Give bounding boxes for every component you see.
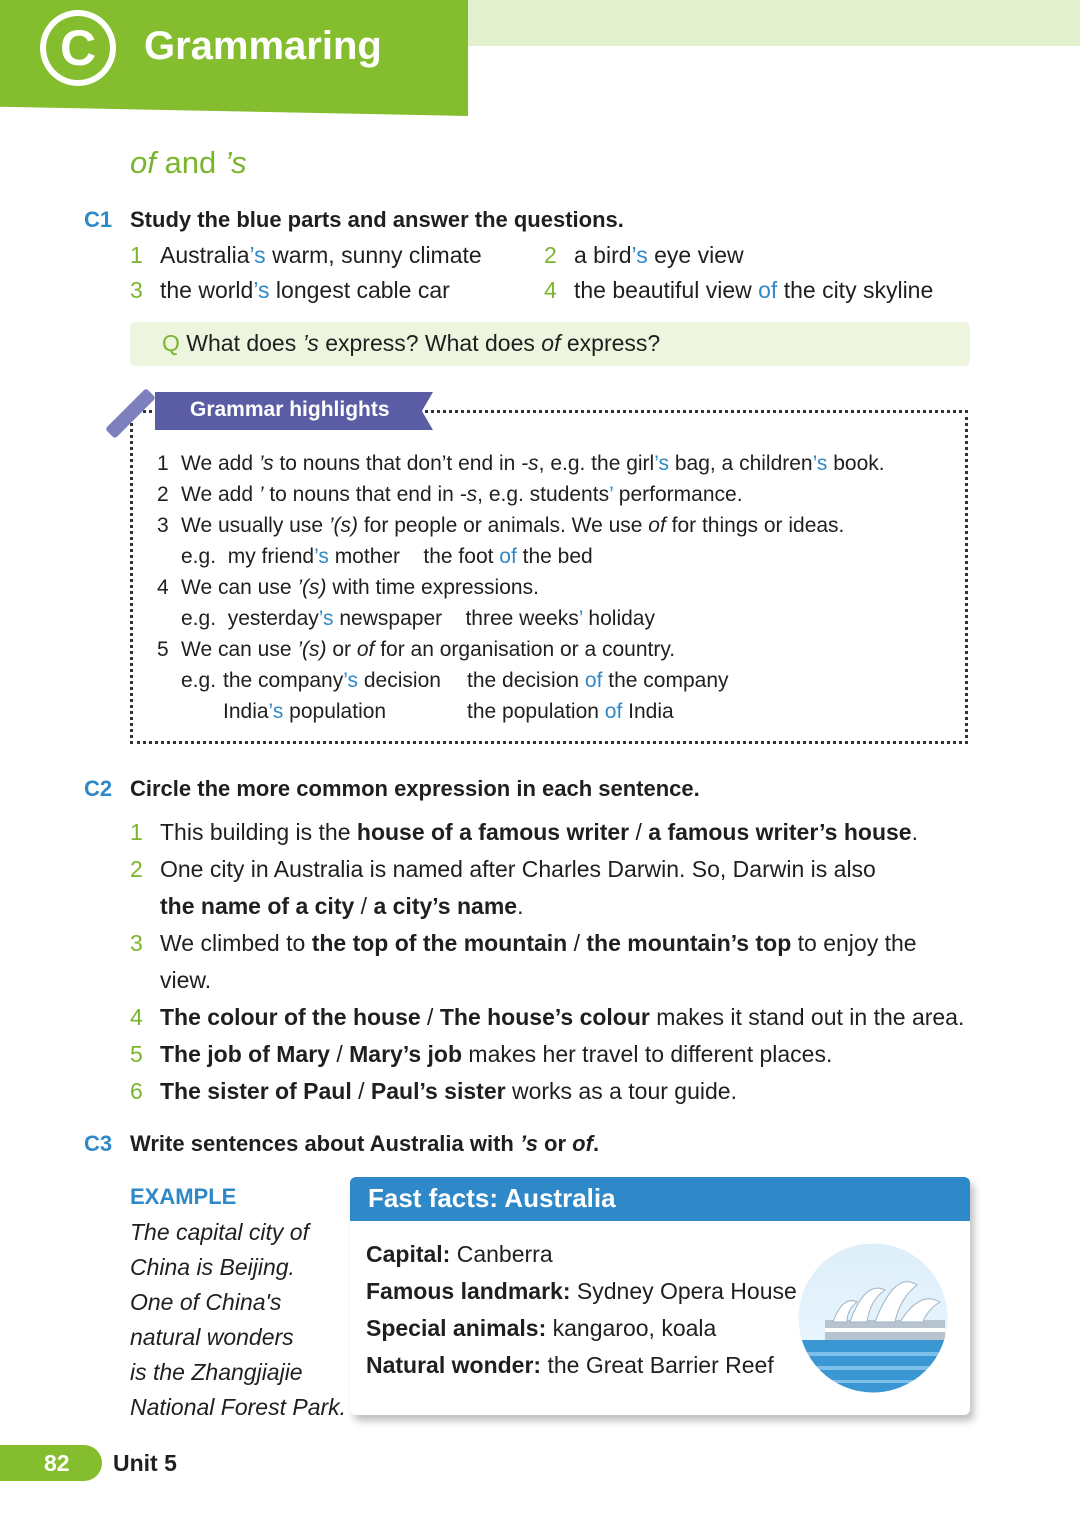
grammar-example: the decision of the company [467, 669, 729, 692]
c1-item: 1 Australia’s warm, sunny climate [130, 242, 482, 268]
c2-sentence-cont: the name of a city / a city’s name. [160, 893, 524, 919]
grammar-highlights-label: Grammar highlights [190, 398, 390, 421]
example-line: natural wonders [130, 1324, 294, 1350]
c2-sentence: 4 The colour of the house / The house’s colour makes it stand out in the area. [130, 1004, 965, 1030]
example-line: is the Zhangjiajie [130, 1359, 303, 1385]
example-line: China is Beijing. [130, 1254, 295, 1280]
task-tag-c3: C3 [84, 1131, 113, 1156]
section-title: Grammaring [144, 24, 382, 68]
option-b[interactable]: the mountain’s top [586, 930, 792, 956]
grammar-rule: 3 We usually use ’(s) for people or animals. We use of for things or ideas. [157, 514, 845, 537]
grammar-example: India’s population [223, 700, 387, 723]
option-b[interactable]: Paul’s sister [370, 1078, 506, 1104]
option-b[interactable]: Mary’s job [349, 1041, 463, 1067]
c1-item: 4 the beautiful view of the city skyline [544, 277, 934, 303]
grammar-example: e.g. [181, 669, 217, 692]
grammar-example: e.g. my friend’s mother the foot of the bed [181, 545, 593, 568]
task-instruction-c1: Study the blue parts and answer the questions. [130, 207, 624, 232]
c2-sentence-cont: view. [160, 967, 212, 993]
question-text: Q What does ’s express? What does of express? [162, 330, 661, 356]
fact-row: Natural wonder: the Great Barrier Reef [366, 1352, 774, 1378]
option-a[interactable]: the name of a city [160, 893, 355, 919]
grammar-rule: 2 We add ’ to nouns that end in -s, e.g. students’ performance. [157, 483, 743, 506]
fact-row: Special animals: kangaroo, koala [366, 1315, 717, 1341]
task-tag-c2: C2 [84, 776, 113, 801]
fact-row: Capital: Canberra [366, 1241, 553, 1267]
c2-sentence: 1 This building is the house of a famous writer / a famous writer’s house. [130, 819, 918, 845]
grammar-rule: 5 We can use ’(s) or of for an organisation or a country. [157, 638, 676, 661]
option-a[interactable]: The colour of the house [160, 1004, 421, 1030]
c1-item: 2 a bird’s eye view [544, 242, 744, 268]
example-line: National Forest Park. [130, 1394, 347, 1420]
task-tag-c1: C1 [84, 207, 113, 232]
c2-sentence: 5 The job of Mary / Mary’s job makes her travel to different places. [130, 1041, 833, 1067]
grammar-example: the population of India [467, 700, 674, 723]
section-badge [40, 10, 116, 86]
fact-row: Famous landmark: Sydney Opera House [366, 1278, 797, 1304]
example-label: EXAMPLE [130, 1184, 237, 1209]
option-b[interactable]: a famous writer’s house [648, 819, 912, 845]
page-number: 82 [44, 1450, 70, 1476]
task-instruction-c2: Circle the more common expression in each sentence. [130, 776, 700, 801]
option-a[interactable]: The job of Mary [160, 1041, 330, 1067]
example-line: The capital city of [130, 1219, 309, 1245]
c2-sentence: 3 We climbed to the top of the mountain / the mountain’s top to enjoy the [130, 930, 917, 956]
option-a[interactable]: the top of the mountain [311, 930, 568, 956]
question-box [130, 322, 970, 366]
option-b[interactable]: a city’s name [373, 893, 518, 919]
c2-sentence: 2 One city in Australia is named after Charles Darwin. So, Darwin is also [130, 856, 876, 882]
c1-item: 3 the world’s longest cable car [130, 277, 450, 303]
fast-facts-title: Fast facts: Australia [368, 1183, 616, 1213]
sydney-opera-house-illustration [795, 1240, 951, 1396]
grammar-rule: 4 We can use ’(s) with time expressions. [157, 576, 539, 599]
c2-sentence: 6 The sister of Paul / Paul’s sister works as a tour guide. [130, 1078, 737, 1104]
option-a[interactable]: house of a famous writer [356, 819, 630, 845]
option-a[interactable]: The sister of Paul [160, 1078, 352, 1104]
example-line: One of China's [130, 1289, 282, 1315]
grammar-example: the company’s decision [223, 669, 441, 692]
header-strip [468, 0, 1080, 46]
grammar-rule: 1 We add ’s to nouns that don’t end in -s, e.g. the girl’s bag, a children’s book. [157, 452, 885, 475]
section-letter: C [46, 16, 110, 80]
unit-label: Unit 5 [113, 1450, 177, 1476]
grammar-example: e.g. yesterday’s newspaper three weeks’ holiday [181, 607, 655, 630]
page-subtitle: of and ’s [130, 145, 247, 180]
task-instruction-c3: Write sentences about Australia with ’s or of. [130, 1131, 600, 1156]
option-b[interactable]: The house’s colour [439, 1004, 650, 1030]
